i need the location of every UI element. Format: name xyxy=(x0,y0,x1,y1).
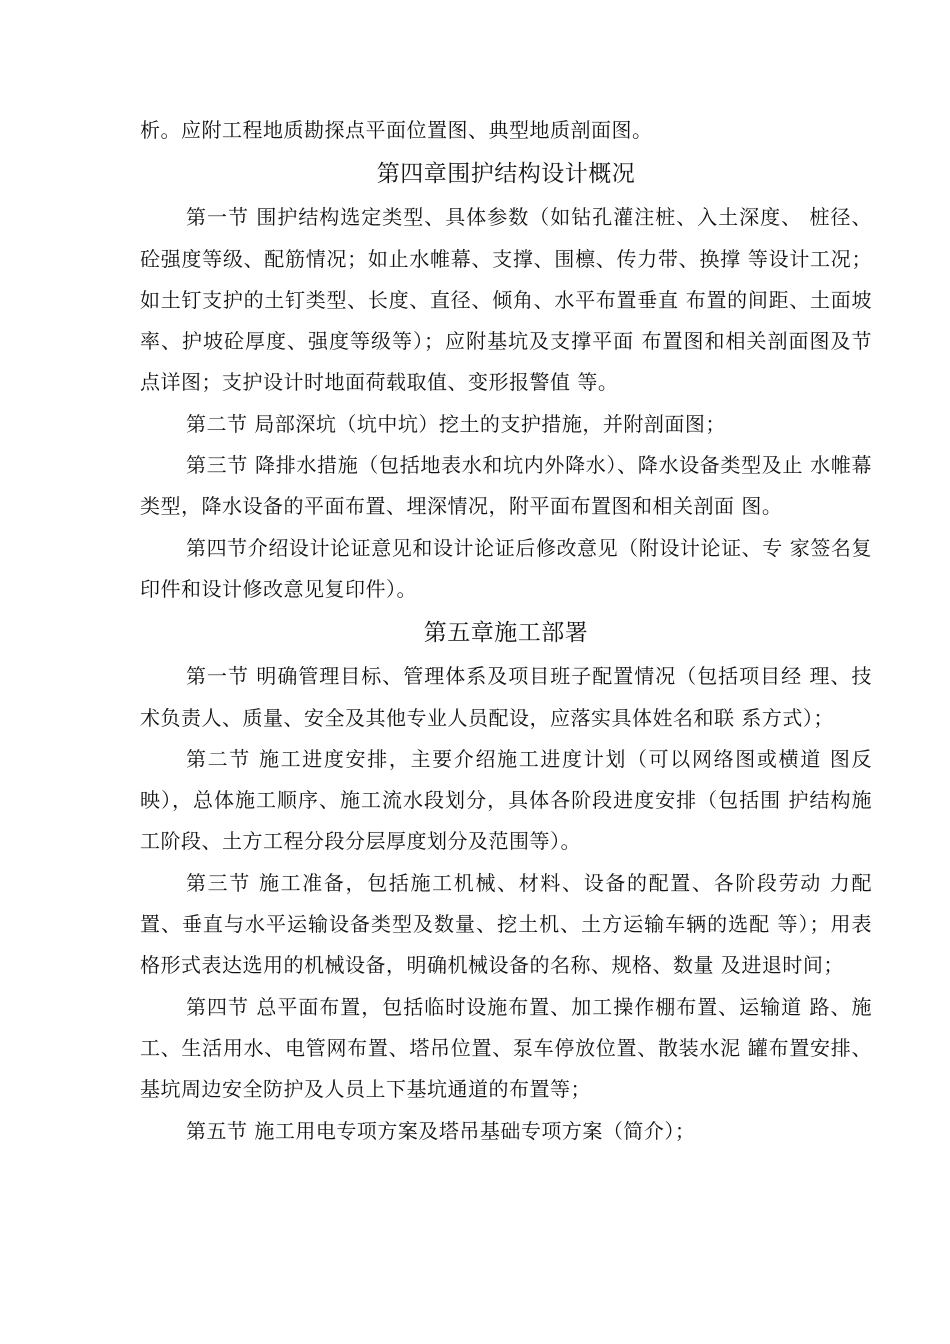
chapter-4-section-4: 第四节介绍设计论证意见和设计论证后修改意见（附设计论证、专 家签名复印件和设计修改意见复印件）。 xyxy=(140,535,872,601)
chapter-5-section-1: 第一节 明确管理目标、管理体系及项目班子配置情况（包括项目经 理、技术负责人、质量、安全及其他专业人员配设，应落实具体姓名和联 系方式）； xyxy=(140,664,872,730)
chapter-4-title: 第四章围护结构设计概况 xyxy=(376,161,636,188)
chapter-5-title: 第五章施工部署 xyxy=(423,620,589,647)
chapter-5-section-2: 第二节 施工进度安排，主要介绍施工进度计划（可以网络图或横道 图反映），总体施工顺序、施工流水段划分，具体各阶段进度安排（包括围 护结构施工阶段、土方工程分段分层厚度划分及范围等）。 xyxy=(140,746,872,854)
chapter-5-section-3: 第三节 施工准备，包括施工机械、材料、设备的配置、各阶段劳动 力配置、垂直与水平运输设备类型及数量、挖土机、土方运输车辆的选配 等）；用表格形式表达选用的机械设备，明确机械设备的名称、规格、数量 及进退时间； xyxy=(140,870,872,978)
lead-paragraph: 析。应附工程地质勘探点平面位置图、典型地质剖面图。 xyxy=(140,118,653,142)
chapter-5-section-4: 第四节 总平面布置，包括临时设施布置、加工操作棚布置、运输道 路、施工、生活用水、电管网布置、塔吊位置、泵车停放位置、散装水泥 罐布置安排、基坑周边安全防护及人员上下基坑通道的布置等； xyxy=(140,994,872,1102)
chapter-4-section-1: 第一节 围护结构选定类型、具体参数（如钻孔灌注桩、入土深度、 桩径、砼强度等级、配筋情况；如止水帷幕、支撑、围檩、传力带、换撑 等设计工况；如土钉支护的土钉类型、长度、直径、倾角、水平布置垂直 布置的间距、土面坡率、护坡砼厚度、强度等级等）；应附基坑及支撑平面 布置图和相关剖面图及节点详图；支护设计时地面荷载取值、变形报警值 等。 xyxy=(140,205,872,395)
chapter-5-section-5: 第五节 施工用电专项方案及塔吊基础专项方案（简介）； xyxy=(186,1118,696,1143)
document-body xyxy=(140,110,872,1152)
chapter-4-section-3: 第三节 降排水措施（包括地表水和坑内外降水）、降水设备类型及止 水帷幕类型，降水设备的平面布置、埋深情况，附平面布置图和相关剖面 图。 xyxy=(140,453,872,519)
chapter-4-section-2: 第二节 局部深坑（坑中坑）挖土的支护措施，并附剖面图； xyxy=(186,411,726,436)
